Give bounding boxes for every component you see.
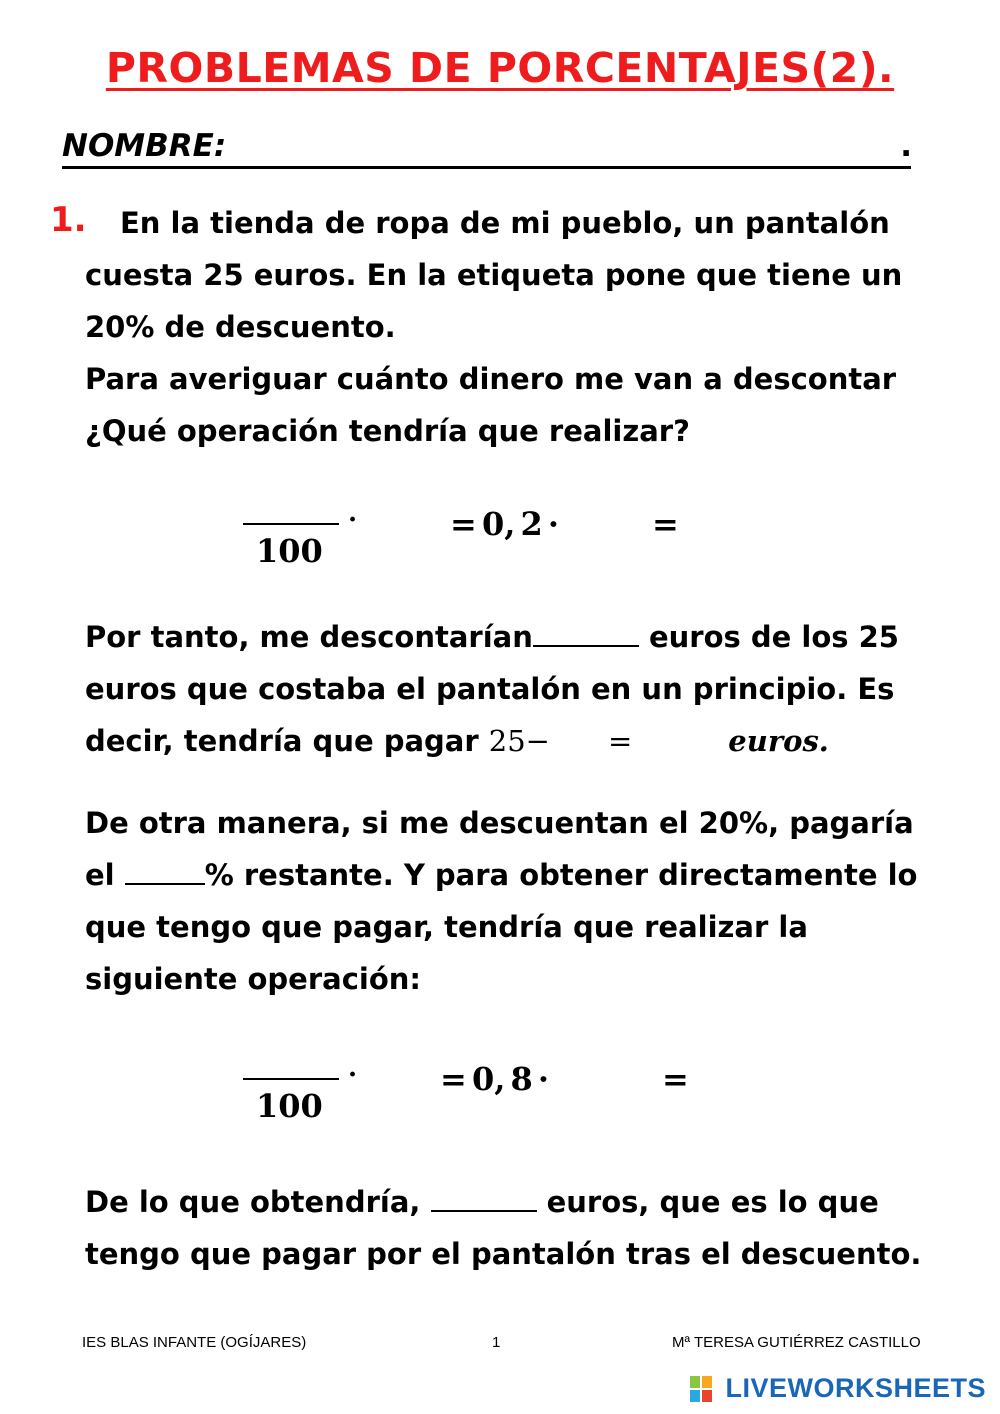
result-line-1	[85, 611, 965, 663]
problem-number: 1.	[50, 200, 87, 240]
problem-intro	[85, 197, 965, 457]
result-text-1b: euros de los 25	[638, 620, 899, 654]
fraction-2-numerator-blank[interactable]	[243, 1078, 339, 1080]
name-line-end: .	[900, 128, 912, 164]
page-title: PROBLEMAS DE PORCENTAJES(2).	[105, 44, 895, 92]
footer-page-number: 1	[492, 1334, 501, 1351]
result-line-3	[85, 715, 965, 767]
result-paragraph	[85, 611, 965, 767]
final-price-blank[interactable]	[431, 1210, 537, 1212]
alt-line-2	[85, 849, 965, 901]
final-line-1	[85, 1176, 965, 1228]
liveworksheets-logo-icon	[690, 1376, 712, 1402]
minuend: 25−	[488, 724, 550, 758]
fraction-1-numerator-blank[interactable]	[243, 523, 339, 525]
intro-line-3: 20% de descuento.	[85, 310, 396, 344]
result-line-2: euros que costaba el pantalón en un principio. Es	[85, 672, 895, 706]
equation-2-equals: =	[662, 1060, 689, 1098]
alt-line-3: que tengo que pagar, tendría que realizar la	[85, 910, 808, 944]
result-equals: =	[607, 724, 633, 758]
final-paragraph	[85, 1176, 965, 1280]
result-text-3a: decir, tendría que pagar	[85, 724, 489, 758]
equation-2-middle: = 0, 8 ·	[440, 1060, 550, 1098]
euros-unit: euros.	[728, 724, 829, 758]
equation-1-dot: ·	[348, 505, 358, 535]
fraction-1-denominator: 100	[256, 532, 323, 570]
name-input-line[interactable]	[62, 166, 911, 169]
intro-line-5: ¿Qué operación tendría que realizar?	[85, 414, 690, 448]
alt-text-2b: % restante. Y para obtener directamente lo	[204, 858, 918, 892]
fraction-2-denominator: 100	[256, 1087, 323, 1125]
final-text-1a: De lo que obtendría,	[85, 1185, 431, 1219]
equation-2-dot: ·	[348, 1060, 358, 1090]
final-line-2: tengo que pagar por el pantalón tras el descuento.	[85, 1237, 922, 1271]
percent-blank[interactable]	[125, 883, 205, 885]
final-text-1b: euros, que es lo que	[536, 1185, 879, 1219]
footer-school: IES BLAS INFANTE (OGÍJARES)	[82, 1334, 307, 1351]
intro-line-1: En la tienda de ropa de mi pueblo, un pantalón	[120, 206, 890, 240]
alt-text-2a: el	[85, 858, 125, 892]
liveworksheets-brand[interactable]: LIVEWORKSHEETS	[725, 1373, 986, 1403]
intro-line-4: Para averiguar cuánto dinero me van a descontar	[85, 362, 897, 396]
name-label: NOMBRE:	[62, 128, 227, 164]
subtrahend-blank[interactable]	[550, 749, 608, 751]
alt-line-4: siguiente operación:	[85, 962, 422, 996]
name-field-row	[62, 128, 912, 172]
result-text-1a: Por tanto, me descontarían	[85, 620, 533, 654]
alternative-paragraph	[85, 797, 965, 1005]
discount-blank[interactable]	[533, 645, 639, 647]
equation-1-middle: = 0, 2 ·	[450, 505, 560, 543]
footer-author: Mª TERESA GUTIÉRREZ CASTILLO	[672, 1334, 921, 1351]
price-blank[interactable]	[632, 749, 728, 751]
intro-line-2: cuesta 25 euros. En la etiqueta pone que tiene un	[85, 258, 903, 292]
alt-line-1: De otra manera, si me descuentan el 20%, pagaría	[85, 806, 914, 840]
equation-1-equals: =	[652, 505, 679, 543]
